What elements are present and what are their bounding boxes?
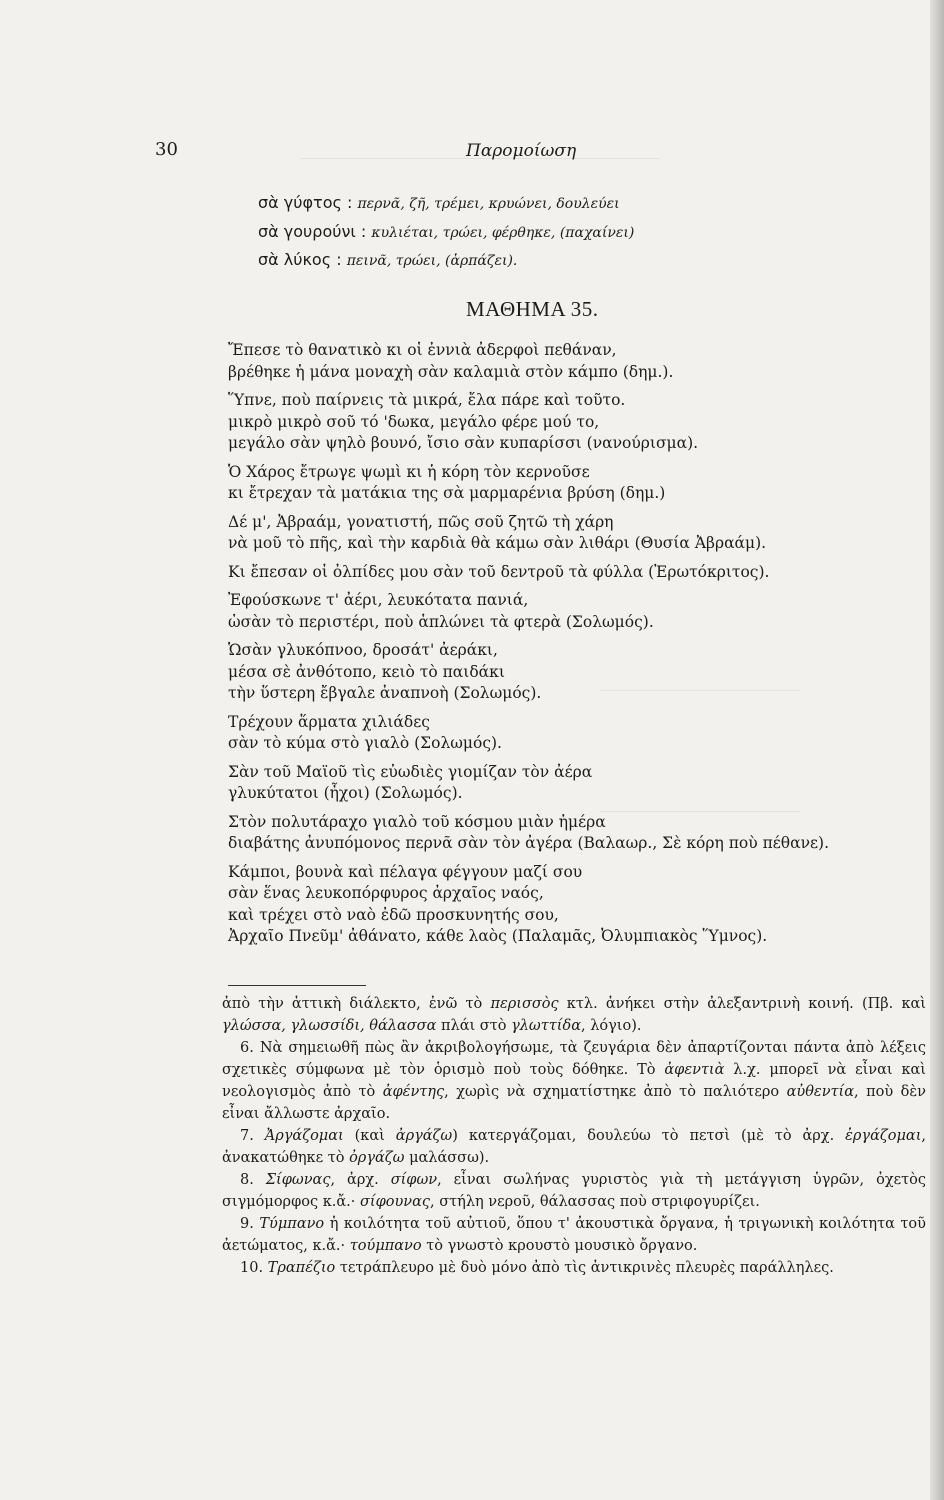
quotation (228, 640, 928, 705)
footnote-text: ἀπὸ τὴν ἀττικὴ διάλεκτο, ἐνῶ τὸ (222, 996, 491, 1012)
footnote-text: τὸ γνωστὸ κρουστὸ μουσικὸ ὄργανο. (421, 1238, 698, 1254)
verse-line: τὴν ὕστερη ἔβγαλε ἀναπνοὴ (Σολωμός). (228, 684, 542, 702)
quotation (228, 862, 928, 948)
footnote-term: γλώσσα, γλωσσίδι, θάλασσα (222, 1018, 437, 1034)
verse-line: ὡσὰν τὸ περιστέρι, ποὺ ἁπλώνει τὰ φτερὰ (Σολωμός). (228, 612, 654, 631)
comparison-line (258, 222, 634, 241)
verse-line: διαβάτης ἀνυπόμονος περνᾶ σὰν τὸν ἀγέρα (Βαλαωρ., Σὲ κόρη ποὺ πέθανε). (228, 834, 830, 852)
footnote-text: 9. (240, 1216, 260, 1232)
comparison-verbs: περνᾶ, ζῆ, τρέμει, κρυώνει, δουλεύει (357, 196, 620, 212)
comparison-label: σὰ γύφτος : (258, 193, 353, 212)
verse-line: Σὰν τοῦ Μαϊοῦ τὶς εὐωδιὲς γιομίζαν τὸν ἀέρα (228, 762, 593, 781)
verse-line: σὰν τὸ κύμα στὸ γιαλὸ (Σολωμός). (228, 734, 502, 752)
quotation (228, 762, 928, 805)
footnote-text: κτλ. ἀνήκει στὴν ἀλεξαντρινὴ κοινή. (Πβ. καὶ (558, 996, 926, 1012)
verse-line: Τρέχουν ἅρματα χιλιάδες (228, 712, 430, 731)
footnote-text: ) κατεργάζομαι, δουλεύω τὸ πετσὶ (μὲ τὸ ἀρχ. (452, 1128, 846, 1144)
lesson-title: ΜΑΘΗΜΑ 35. (466, 297, 599, 321)
verse-line: Κάμποι, βουνὰ καὶ πέλαγα φέγγουν μαζί σου (228, 862, 583, 881)
footnote-text: μαλάσσω). (404, 1150, 490, 1166)
running-title: Παρομοίωση (466, 141, 577, 161)
footnote-term: αὐθεντία (786, 1084, 855, 1100)
footnote-term: ὀργάζω (349, 1150, 405, 1166)
footnote-text: , λόγιο). (581, 1018, 642, 1034)
comparison-verbs: πεινᾶ, τρώει, (ἁρπάζει). (346, 253, 518, 269)
verse-line: βρέθηκε ἡ μάνα μοναχὴ σὰν καλαμιὰ στὸν κάμπο (δημ.). (228, 362, 674, 381)
comparison-label: σὰ λύκος : (258, 250, 342, 269)
verse-line: Στὸν πολυτάραχο γιαλὸ τοῦ κόσμου μιὰν ἡμέρα (228, 812, 606, 831)
footnote-text: πλάι στὸ (436, 1018, 512, 1034)
verse-line: κι ἔτρεχαν τὰ ματάκια της σὰ μαρμαρένια βρύση (δημ.) (228, 484, 666, 502)
page-number: 30 (155, 139, 178, 160)
footnote-6 (222, 1037, 926, 1125)
quotation (228, 712, 928, 755)
quotation (228, 340, 928, 383)
verse-line: καὶ τρέχει στὸ ναὸ ἐδῶ προσκυνητής σου, (228, 905, 559, 924)
footnote-term: περισσὸς (490, 996, 559, 1012)
verse-line: μικρὸ μικρὸ σοῦ τό 'δωκα, μεγάλο φέρε μού το, (228, 412, 600, 431)
quotation (228, 562, 928, 584)
verse-line: μεγάλο σὰν ψηλὸ βουνό, ἴσιο σὰν κυπαρίσσι (νανούρισμα). (228, 434, 699, 452)
verse-line: μέσα σὲ ἀνθότοπο, κειὸ τὸ παιδάκι (228, 662, 505, 681)
comparison-label: σὰ γουρούνι : (258, 222, 367, 241)
footnote-text: (καὶ (343, 1128, 396, 1144)
comparison-line (258, 250, 517, 269)
verse-line: Δέ μ', Ἀβραάμ, γονατιστή, πῶς σοῦ ζητῶ τὴ χάρη (228, 512, 614, 531)
footnote-9 (222, 1213, 926, 1257)
verse-line: Ὡσὰν γλυκόπνοο, δροσάτ' ἀεράκι, (228, 641, 498, 659)
footnote-text: , χωρὶς νὰ σχηματίστηκε ἀπὸ τὸ παλιότερο (444, 1084, 787, 1100)
footnote-text: , στήλη νεροῦ, θάλασσας ποὺ στριφογυρίζει. (430, 1194, 760, 1210)
footnote-text: τετράπλευρο μὲ δυὸ μόνο ἀπὸ τὶς ἀντικρινὲς πλευρὲς παράλληλες. (335, 1260, 834, 1276)
footnote-term: γλωττίδα (511, 1018, 581, 1034)
footnote-text: 8. (240, 1172, 266, 1188)
footnotes (222, 993, 926, 1279)
footnote-text: , ἀνακατώθηκε τὸ (222, 1128, 926, 1166)
footnote-term: ἀφέντης (382, 1084, 445, 1100)
verse-line: Ὕπνε, ποὺ παίρνεις τὰ μικρά, ἔλα πάρε καὶ τοῦτο. (228, 391, 626, 409)
footnote-text: λ.χ. μπορεῖ νὰ εἶναι καὶ νεολογισμὸς ἀπὸ τὸ (222, 1062, 926, 1100)
footnote-term: σίφουνας (359, 1194, 430, 1210)
footnote-term: ἀφεντιὰ (664, 1062, 725, 1078)
quotation (228, 512, 928, 555)
verse-line: Ἐφούσκωνε τ' ἀέρι, λευκότατα πανιά, (228, 591, 529, 609)
verse-line: Ἀρχαῖο Πνεῦμ' ἀθάνατο, κάθε λαὸς (Παλαμᾶς, Ὀλυμπιακὸς Ὕμνος). (228, 927, 768, 945)
footnote-text: , ποὺ δὲν εἶναι ἄλλωστε ἀρχαῖο. (222, 1084, 926, 1122)
verse-line: σὰν ἕνας λευκοπόρφυρος ἀρχαῖος ναός, (228, 884, 544, 902)
footnote-text: 7. (240, 1128, 265, 1144)
comparison-verbs: κυλιέται, τρώει, φέρθηκε, (παχαίνει) (371, 225, 635, 241)
footnote-text: ἡ κοιλότητα τοῦ αὐτιοῦ, ὅπου τ' ἀκουστικὰ ὄργανα, ἡ τριγωνικὴ κοιλότητα τοῦ ἀετώματος, κ.ἄ.· (222, 1216, 926, 1254)
footnote-text: 6. Νὰ σημειωθῆ πὼς ἂν ἀκριβολογήσωμε, τὰ ζευγάρια δὲν ἀπαρτίζονται πάντα ἀπὸ λέξεις σχετικὲς σύμφωνα μὲ τὸν ὁρισμὸ ποὺ τοὺς δόθηκε. Τὸ (222, 1040, 926, 1078)
footnote-term: Σίφωνας (265, 1172, 331, 1188)
verse-line: Ἔπεσε τὸ θανατικὸ κι οἱ ἐννιὰ ἀδερφοὶ πεθάναν, (228, 341, 617, 359)
footnote-rule (228, 985, 366, 986)
quotations (228, 340, 928, 955)
footnote-term: τούμπανο (349, 1238, 422, 1254)
footnote-8 (222, 1169, 926, 1213)
footnote-7 (222, 1125, 926, 1169)
footnote-term: ἀργάζω (395, 1128, 453, 1144)
footnote-term: ἐργάζομαι (845, 1128, 922, 1144)
quotation (228, 812, 928, 855)
verse-line: νὰ μοῦ τὸ πῆς, καὶ τὴν καρδιὰ θὰ κάμω σὰν λιθάρι (Θυσία Ἀβραάμ). (228, 534, 767, 552)
footnote-text: , εἶναι σωλήνας γυριστὸς γιὰ τὴ μετάγγιση ὑγρῶν, ὀχετὸς σιγμόμορφος κ.ἄ.· (222, 1172, 926, 1210)
footnote-term: Ἀργάζομαι (264, 1128, 344, 1144)
page-edge-shadow (930, 0, 944, 1500)
footnote-text: 10. (240, 1260, 268, 1276)
quotation (228, 590, 928, 633)
footnote-continuation (222, 993, 926, 1037)
quotation (228, 390, 928, 455)
verse-line: Κι ἔπεσαν οἱ ὀλπίδες μου σὰν τοῦ δεντροῦ τὰ φύλλα (Ἐρωτόκριτος). (228, 562, 770, 581)
comparison-line (258, 193, 620, 212)
footnote-term: σίφων (390, 1172, 438, 1188)
footnote-10 (222, 1257, 926, 1279)
quotation (228, 462, 928, 505)
footnote-text: , ἀρχ. (330, 1172, 391, 1188)
footnote-term: Τύμπανο (259, 1216, 325, 1232)
verse-line: Ὁ Χάρος ἔτρωγε ψωμὶ κι ἡ κόρη τὸν κερνοῦσε (228, 462, 590, 481)
verse-line: γλυκύτατοι (ἦχοι) (Σολωμός). (228, 784, 463, 802)
footnote-term: Τραπέζιο (267, 1260, 336, 1276)
